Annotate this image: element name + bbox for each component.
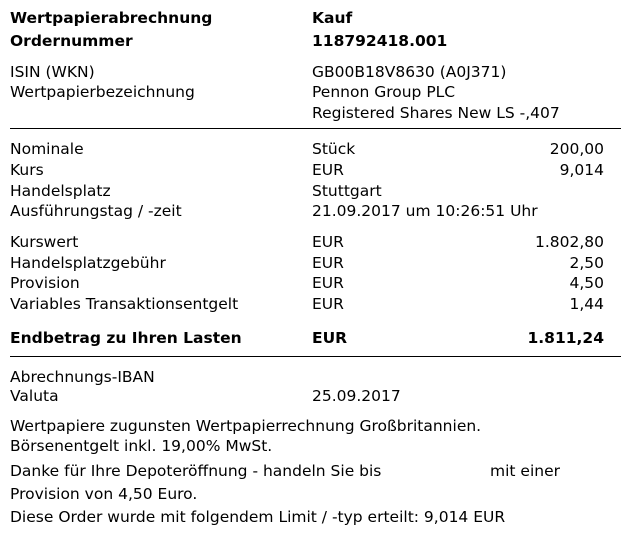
isin-value: GB00B18V8630 (A0J371) — [312, 63, 507, 81]
total-value: 1.811,24 — [527, 329, 604, 347]
cost-label: Variables Transaktionsentgelt — [10, 295, 239, 313]
isin-label: ISIN (WKN) — [10, 63, 95, 81]
document-title: Wertpapierabrechnung — [10, 9, 213, 27]
execution-label: Ausführungstag / -zeit — [10, 202, 182, 220]
cost-value: 4,50 — [569, 274, 604, 292]
divider-top — [10, 128, 621, 129]
handelsplatz-label: Handelsplatz — [10, 182, 111, 200]
total-label: Endbetrag zu Ihren Lasten — [10, 329, 242, 347]
order-number-label: Ordernummer — [10, 32, 133, 50]
iban-label: Abrechnungs-IBAN — [10, 368, 155, 386]
security-name-line2: Registered Shares New LS -,407 — [312, 104, 560, 122]
valuta-value: 25.09.2017 — [312, 387, 401, 405]
note-line: Diese Order wurde mit folgendem Limit / -typ erteilt: 9,014 EUR — [10, 508, 506, 526]
cost-value: 1,44 — [569, 295, 604, 313]
security-name-line1: Pennon Group PLC — [312, 83, 456, 101]
cost-unit: EUR — [312, 274, 344, 292]
cost-label: Kurswert — [10, 233, 79, 251]
cost-label: Handelsplatzgebühr — [10, 254, 166, 272]
cost-unit: EUR — [312, 295, 344, 313]
cost-value: 2,50 — [569, 254, 604, 272]
cost-label: Provision — [10, 274, 80, 292]
nominal-unit: Stück — [312, 140, 356, 158]
nominal-value: 200,00 — [549, 140, 604, 158]
kurs-label: Kurs — [10, 161, 44, 179]
note-line-continuation: mit einer — [490, 462, 560, 480]
total-unit: EUR — [312, 329, 348, 347]
cost-unit: EUR — [312, 254, 344, 272]
nominal-label: Nominale — [10, 140, 84, 158]
note-line: Danke für Ihre Depoteröffnung - handeln Sie bis — [10, 462, 382, 480]
kurs-value: 9,014 — [559, 161, 604, 179]
cost-value: 1.802,80 — [534, 233, 604, 251]
order-number: 118792418.001 — [312, 32, 448, 50]
note-line: Wertpapiere zugunsten Wertpapierrechnung Großbritannien. — [10, 417, 482, 435]
note-line: Provision von 4,50 Euro. — [10, 485, 198, 503]
handelsplatz-value: Stuttgart — [312, 182, 382, 200]
valuta-label: Valuta — [10, 387, 59, 405]
cost-unit: EUR — [312, 233, 344, 251]
note-line: Börsenentgelt inkl. 19,00% MwSt. — [10, 437, 273, 455]
order-type: Kauf — [312, 9, 353, 27]
security-name-label: Wertpapierbezeichnung — [10, 83, 195, 101]
divider-bottom — [10, 356, 621, 357]
kurs-unit: EUR — [312, 161, 344, 179]
execution-value: 21.09.2017 um 10:26:51 Uhr — [312, 202, 538, 220]
